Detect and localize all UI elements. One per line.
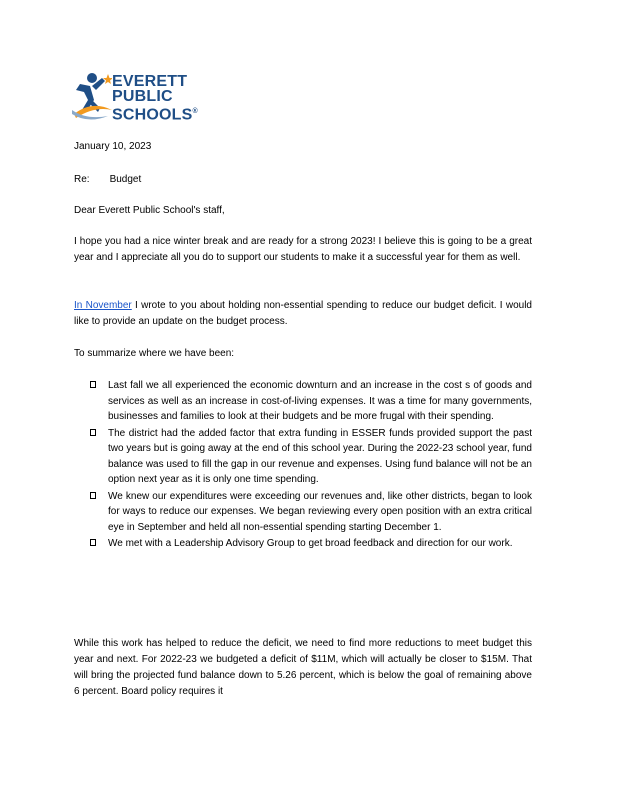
- logo-line-public: PUBLIC: [112, 88, 173, 105]
- list-item: We met with a Leadership Advisory Group to get broad feedback and direction for our work.: [90, 536, 532, 552]
- subject-line: [74, 172, 141, 187]
- list-item: The district had the added factor that extra funding in ESSER funds provided support the past two years but is going away at the end of this school year. During the 2022-23 school year, fund balance was used to fill the gap in our revenue and expenses. Using fund balance will not be an option next year as it is only one time spending.: [90, 426, 532, 488]
- paragraph-november-update: [74, 298, 532, 330]
- logo-line-schools: SCHOOLS®: [112, 106, 198, 124]
- logo-wordmark: [112, 74, 198, 122]
- paragraph-intro: I hope you had a nice winter break and are ready for a strong 2023! I believe this is going to be a great year and I appreciate all you do to support our students to make it a successful year for them as well.: [74, 236, 532, 263]
- letter-date: January 10, 2023: [74, 141, 152, 152]
- bullet-box-icon: [90, 381, 96, 388]
- registered-mark: ®: [192, 108, 198, 115]
- november-link[interactable]: In November: [74, 300, 132, 311]
- everett-public-schools-logo: [72, 70, 212, 126]
- list-item: Last fall we all experienced the economic downturn and an increase in the cost s of goods and services as well as an increase in cost-of-living expenses. It was a time for many governments, businesses and families to look at their budgets and be more frugal with their spending.: [90, 378, 532, 425]
- bullet-box-icon: [90, 492, 96, 499]
- list-item: We knew our expenditures were exceeding our revenues and, like other districts, began to look for ways to reduce our expenses. We began reviewing every open position with an extra critical eye in September and held all non-essential spending starting December 1.: [90, 489, 532, 536]
- salutation: Dear Everett Public School's staff,: [74, 205, 225, 216]
- paragraph-deficit: While this work has helped to reduce the deficit, we need to find more reductions to meet budget this year and next. For 2022-23 we budgeted a deficit of $11M, which will actually be closer to $15M. That will bring the projected fund balance down to 5.26 percent, which is below the goal of remaining above 6 percent. Board policy requires it: [74, 638, 532, 697]
- paragraph-november-text: I wrote to you about holding non-essential spending to reduce our budget deficit. I would like to provide an update on the budget process.: [74, 300, 532, 327]
- logo-line-everett: EVERETT: [112, 73, 188, 90]
- figure-swoosh-icon: [72, 70, 112, 122]
- bullet-box-icon: [90, 429, 96, 436]
- subject-label: Re:: [74, 174, 90, 185]
- summary-bullet-list: [90, 378, 532, 553]
- summary-heading: To summarize where we have been:: [74, 348, 235, 359]
- subject-value: Budget: [109, 174, 142, 185]
- bullet-box-icon: [90, 539, 96, 546]
